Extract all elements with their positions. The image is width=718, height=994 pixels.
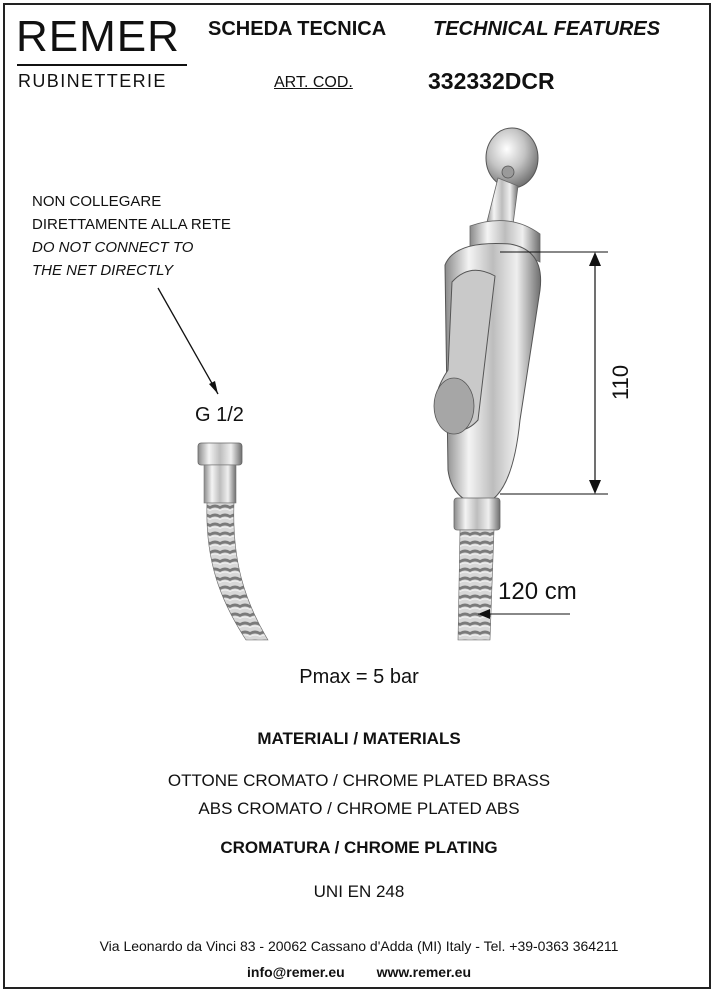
plating-heading: CROMATURA / CHROME PLATING [220, 838, 498, 857]
warning-english-line1: DO NOT CONNECT TO [32, 239, 194, 256]
dim-arrow-down [589, 480, 601, 494]
brand-logo: REMER [16, 12, 180, 61]
material-item: OTTONE CROMATO / CHROME PLATED BRASS [167, 771, 551, 790]
company-address: Via Leonardo da Vinci 83 - 20062 Cassano d'Adda (MI) Italy - Tel. +39-0363 364211 [99, 938, 619, 954]
title-english: TECHNICAL FEATURES [433, 18, 661, 40]
article-code-value: 332332DCR [428, 68, 555, 94]
article-code-label: ART. COD. [274, 74, 353, 91]
hose-ferrule [204, 465, 236, 503]
warning-arrow [158, 288, 218, 394]
warning-arrowhead [209, 381, 218, 394]
title-italian: SCHEDA TECNICA [208, 18, 387, 40]
trigger-tip [434, 378, 474, 434]
bracket-screw [502, 166, 514, 178]
material-item: ABS CROMATO / CHROME PLATED ABS [198, 799, 520, 818]
email-link[interactable]: info@remer.eu [247, 964, 345, 980]
hose-length: 120 cm [498, 578, 577, 605]
height-dimension: 110 [608, 364, 633, 400]
brand-subtitle: RUBINETTERIE [18, 71, 167, 91]
hose-right [458, 530, 494, 640]
hose-left [207, 503, 268, 640]
warning-english-line2: THE NET DIRECTLY [32, 262, 174, 279]
materials-heading: MATERIALI / MATERIALS [257, 729, 461, 748]
hose-nut [198, 443, 242, 465]
warning-italian-line1: NON COLLEGARE [32, 193, 162, 210]
dim-arrow-up [589, 252, 601, 266]
company-contacts [0, 964, 718, 980]
wall-bracket-disc [486, 128, 538, 188]
plating-standard: UNI EN 248 [313, 882, 405, 901]
website-link[interactable]: www.remer.eu [376, 964, 471, 980]
connection-warning [32, 190, 292, 282]
handle-nut [454, 498, 500, 530]
connection-size: G 1/2 [195, 404, 244, 426]
warning-italian-line2: DIRETTAMENTE ALLA RETE [32, 216, 231, 233]
max-pressure: Pmax = 5 bar [299, 666, 419, 688]
